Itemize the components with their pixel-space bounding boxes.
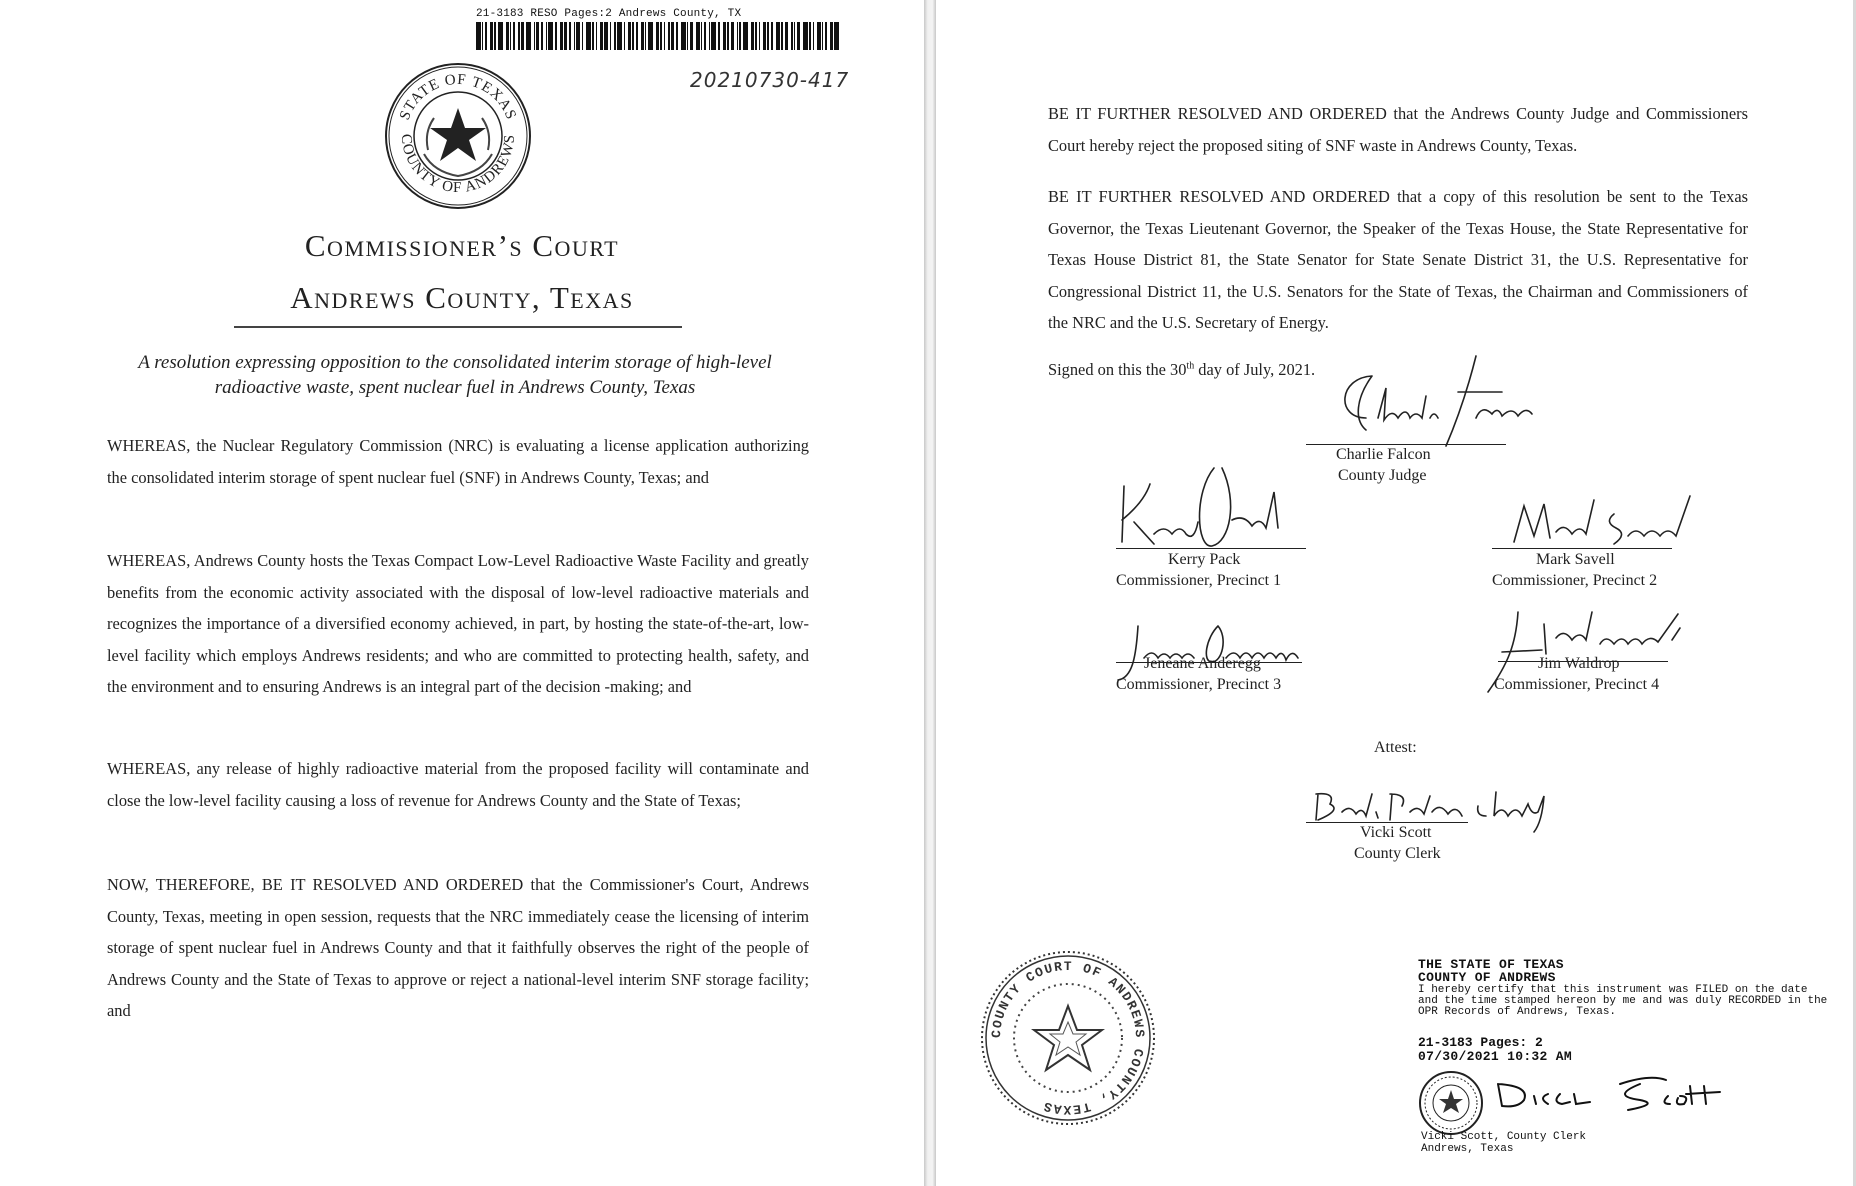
barcode-bar: [582, 22, 584, 50]
recording-barcode: [476, 22, 878, 50]
resolved-paragraph: NOW, THEREFORE, BE IT RESOLVED AND ORDERED that the Commissioner's Court, Andrews County, Texas, meeting in open session, requests that the NRC immediately cease the licensing of interim storage of spent nuclear fuel in Andrews County and that it faithfully observes the right of the people of Andrews County and the State of Texas to approve or reject a national-level interim SNF storage facility; and: [107, 875, 809, 1020]
barcode-bar: [610, 22, 612, 50]
barcode-bar: [604, 22, 607, 50]
cert-timestamp: 07/30/2021 10:32 AM: [1418, 1049, 1572, 1064]
barcode-bar: [521, 22, 524, 50]
barcode-bar: [809, 22, 811, 50]
signed-date-prefix: Signed on this the 30: [1048, 360, 1187, 379]
heading-rule: [234, 326, 682, 328]
barcode-bar: [785, 22, 788, 50]
signed-date-suffix: day of July, 2021.: [1194, 360, 1316, 379]
signature-block-clerk: [1306, 782, 1566, 866]
heading-county: Andrews County, Texas: [290, 280, 634, 315]
barcode-bar: [825, 22, 827, 50]
clerk-name: Vicki Scott: [1360, 824, 1432, 841]
precinct-1-title: Commissioner, Precinct 1: [1116, 572, 1282, 589]
whereas-paragraph-2: WHEREAS, Andrews County hosts the Texas Compact Low-Level Radioactive Waste Facility and greatly benefits from the economic activity associated with the disposal of low-level radioactive materials and recognizes the importance of a diversified economy achieved, in part, by hosting the state-of-the-art, low-level facility which employs Andrews residents; and who are committed to protecting health, safety, and the environment and to ensuring Andrews is an integral part of the decision -making; and: [107, 551, 809, 696]
barcode-bar: [751, 22, 754, 50]
barcode-bar: [727, 22, 729, 50]
signature-block-precinct-2: [1492, 492, 1722, 592]
clerk-footer-line1: Vicki Scott, County Clerk: [1421, 1131, 1587, 1143]
signature-block-precinct-1: [1114, 462, 1334, 592]
clerk-small-seal-icon: [1418, 1070, 1484, 1136]
recording-certification: [1418, 958, 1828, 1063]
barcode-bar: [791, 22, 793, 50]
barcode-bar: [676, 22, 678, 50]
barcode-bar: [526, 22, 531, 50]
barcode-bar: [711, 22, 716, 50]
barcode-bar: [596, 22, 598, 50]
barcode-bar: [498, 22, 503, 50]
barcode-bar: [668, 22, 670, 50]
clerk-footer-line2: Andrews, Texas: [1421, 1143, 1514, 1155]
barcode-bar: [648, 22, 653, 50]
barcode-bar: [592, 22, 594, 50]
barcode-bar: [536, 22, 539, 50]
precinct-1-name: Kerry Pack: [1168, 551, 1241, 568]
judge-title: County Judge: [1338, 467, 1427, 484]
barcode-bar: [817, 22, 820, 50]
resolution-subtitle: A resolution expressing opposition to the consolidated interim storage of high-level radioactive waste, spent nuclear fuel in Andrews County, Texas: [138, 352, 772, 398]
barcode-bar: [645, 22, 647, 50]
barcode-bar: [624, 22, 626, 50]
precinct-4-title: Commissioner, Precinct 4: [1494, 676, 1660, 693]
barcode-bar: [660, 22, 662, 50]
barcode-bar: [476, 22, 481, 50]
barcode-bar: [737, 22, 739, 50]
barcode-bar: [546, 22, 548, 50]
barcode-bar: [718, 22, 720, 50]
barcode-bar: [555, 22, 557, 50]
whereas-paragraph-1: WHEREAS, the Nuclear Regulatory Commission (NRC) is evaluating a license application authorizing the consolidated interim storage of spent nuclear fuel (SNF) in Andrews County, Texas; and: [107, 436, 809, 487]
barcode-bar: [743, 22, 748, 50]
barcode-bar: [781, 22, 783, 50]
signature-block-judge: [1306, 340, 1546, 490]
barcode-bar: [628, 22, 631, 50]
barcode-bar: [518, 22, 520, 50]
barcode-bar: [767, 22, 769, 50]
precinct-3-name: Jeneane Anderegg: [1144, 655, 1261, 672]
barcode-bar: [696, 22, 699, 50]
barcode-bar: [600, 22, 603, 50]
barcode-bar: [803, 22, 808, 50]
barcode-bar: [506, 22, 509, 50]
barcode-bar: [664, 22, 666, 50]
barcode-bar: [564, 22, 567, 50]
barcode-bar: [704, 22, 706, 50]
signed-date-ordinal: th: [1186, 360, 1195, 372]
cert-document-number: 21-3183 Pages: 2: [1418, 1035, 1543, 1050]
clerk-filing-signature-icon: [1490, 1066, 1730, 1118]
precinct-3-title: Commissioner, Precinct 3: [1116, 676, 1282, 693]
barcode-bar: [490, 22, 493, 50]
barcode-bar: [690, 22, 693, 50]
barcode-bar: [830, 22, 833, 50]
barcode-bar: [576, 22, 579, 50]
barcode-bar: [485, 22, 487, 50]
resolution-page-2: [936, 0, 1856, 1186]
barcode-bar: [763, 22, 766, 50]
precinct-2-name: Mark Savell: [1536, 551, 1615, 568]
state-seal-icon: [384, 62, 532, 210]
barcode-bar: [574, 22, 576, 50]
barcode-bar: [632, 22, 634, 50]
cert-county-line: COUNTY OF ANDREWS: [1418, 970, 1556, 985]
barcode-bar: [794, 22, 796, 50]
page-gutter: [924, 0, 936, 1186]
barcode-bar: [822, 22, 824, 50]
further-resolved-paragraph-1: BE IT FURTHER RESOLVED AND ORDERED that the Andrews County Judge and Commissioners Court hereby reject the proposed siting of SNF waste in Andrews County, Texas.: [1048, 104, 1748, 155]
barcode-bar: [534, 22, 536, 50]
barcode-bar: [681, 22, 686, 50]
barcode-bar: [813, 22, 815, 50]
whereas-paragraph-3: WHEREAS, any release of highly radioactive material from the proposed facility will contaminate and close the low-level facility causing a loss of revenue for Andrews County and the State of Texas;: [107, 759, 809, 810]
barcode-bar: [687, 22, 689, 50]
barcode-bar: [731, 22, 734, 50]
barcode-bar: [541, 22, 543, 50]
cert-state-line: THE STATE OF TEXAS: [1418, 957, 1564, 972]
cert-statement: I hereby certify that this instrument was FILED on the date and the time stamped hereon by me and was duly RECORDED in the OPR Records of Andrews, Texas.: [1418, 984, 1828, 1018]
barcode-bar: [569, 22, 571, 50]
signed-date-line: [1048, 360, 1315, 380]
barcode-bar: [701, 22, 703, 50]
further-resolved-paragraph-2: BE IT FURTHER RESOLVED AND ORDERED that a copy of this resolution be sent to the Texas Governor, the Texas Lieutenant Governor, the Speaker of the Texas House, the State Representative for Texas House District 81, the State Senator for State Senate District 31, the U.S. Representative for Congressional District 11, the U.S. Senators for the State of Texas, the Chairman and Commissioners of the NRC and the U.S. Secretary of Energy.: [1048, 187, 1748, 332]
barcode-bar: [797, 22, 800, 50]
precinct-4-name: Jim Waldrop: [1538, 655, 1620, 672]
barcode-bar: [513, 22, 515, 50]
clerk-footer: [1421, 1131, 1586, 1155]
barcode-bar: [776, 22, 781, 50]
barcode-bar: [656, 22, 659, 50]
barcode-bar: [617, 22, 622, 50]
barcode-bar: [755, 22, 757, 50]
signature-block-precinct-3: [1114, 618, 1334, 698]
judge-name: Charlie Falcon: [1336, 446, 1431, 463]
barcode-bar: [494, 22, 496, 50]
seal-ring-bottom-text: COUNTY OF ANDREWS: [397, 133, 519, 197]
precinct-2-signature-icon: [1494, 492, 1704, 550]
seal-ring-top-text: STATE OF TEXAS: [396, 71, 520, 123]
barcode-bar: [548, 22, 553, 50]
handwritten-instrument-number: 20210730-417: [690, 68, 850, 92]
barcode-bar: [560, 22, 563, 50]
barcode-bar: [636, 22, 638, 50]
barcode-bar: [739, 22, 741, 50]
barcode-bar: [771, 22, 773, 50]
precinct-1-signature-icon: [1114, 462, 1314, 552]
clerk-signature-icon: [1306, 782, 1566, 834]
barcode-bar: [759, 22, 761, 50]
county-court-seal-icon: [978, 948, 1158, 1128]
barcode-bar: [723, 22, 726, 50]
barcode-bar: [510, 22, 512, 50]
barcode-bar: [482, 22, 484, 50]
clerk-title: County Clerk: [1354, 845, 1441, 862]
barcode-bar: [709, 22, 711, 50]
resolution-page-1: [0, 0, 924, 1186]
barcode-bar: [834, 22, 839, 50]
barcode-bar: [614, 22, 616, 50]
barcode-bar: [586, 22, 591, 50]
heading-court: Commissioner’s Court: [304, 228, 620, 263]
signature-block-precinct-4: [1482, 604, 1722, 698]
court-seal-ring-text: COUNTY COURT OF ANDREWS COUNTY, TEXAS: [988, 958, 1148, 1118]
judge-signature-icon: [1326, 348, 1536, 452]
precinct-2-title: Commissioner, Precinct 2: [1492, 572, 1658, 589]
barcode-bar: [671, 22, 674, 50]
attest-label: Attest:: [1374, 739, 1417, 756]
recording-stamp-line: 21-3183 RESO Pages:2 Andrews County, TX: [476, 8, 742, 20]
barcode-bar: [641, 22, 644, 50]
